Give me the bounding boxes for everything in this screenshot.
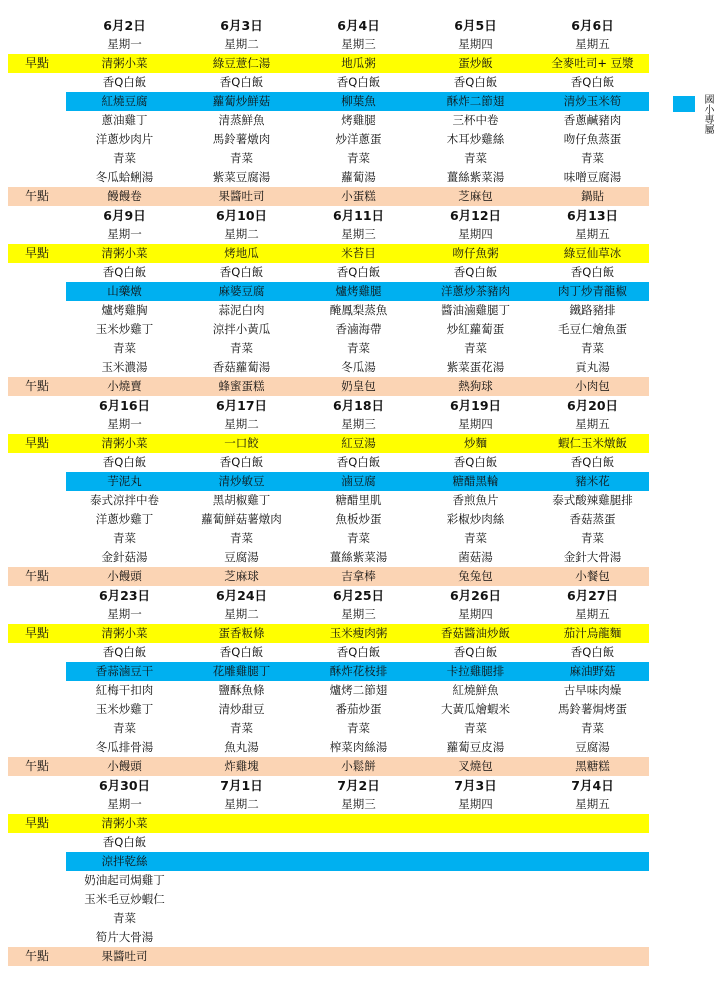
menu-cell: 玉米濃湯 (101, 360, 148, 374)
menu-cell: 貢丸湯 (575, 360, 610, 374)
menu-cell: 香Q白飯 (219, 645, 264, 659)
menu-cell: 6月5日 (454, 18, 497, 33)
menu-cell: 星期一 (107, 37, 142, 51)
menu-cell: 星期一 (107, 227, 142, 241)
side-color-swatch (673, 96, 695, 112)
menu-cell: 星期三 (341, 607, 376, 621)
menu-row (8, 776, 649, 795)
menu-row (8, 453, 649, 472)
menu-cell: 豬米花 (575, 474, 610, 488)
menu-cell: 清蒸鮮魚 (218, 113, 265, 127)
menu-cell: 香Q白飯 (336, 265, 381, 279)
menu-cell: 香Q白飯 (102, 835, 147, 849)
menu-cell: 酥炸二節翅 (446, 94, 505, 108)
menu-row (8, 263, 649, 282)
menu-cell: 星期四 (458, 607, 493, 621)
menu-row (8, 491, 649, 510)
menu-cell: 青菜 (230, 721, 253, 735)
menu-cell: 爐烤雞腿 (335, 284, 382, 298)
meal-label: 午點 (24, 189, 49, 203)
menu-cell: 筍片大骨湯 (95, 930, 154, 944)
meal-label: 午點 (24, 949, 49, 963)
menu-row (8, 206, 649, 225)
menu-cell: 星期三 (341, 227, 376, 241)
menu-cell: 香Q白飯 (336, 75, 381, 89)
menu-cell: 炒麵 (464, 436, 487, 450)
menu-cell: 香蔥鹹豬肉 (563, 113, 622, 127)
menu-cell: 香Q白飯 (570, 455, 615, 469)
menu-cell: 星期四 (458, 797, 493, 811)
menu-cell: 7月1日 (220, 778, 263, 793)
menu-row (8, 605, 649, 624)
menu-cell: 6月11日 (332, 208, 385, 223)
menu-cell: 肉丁炒青龍椒 (558, 284, 627, 298)
menu-cell: 6月26日 (449, 588, 502, 603)
menu-cell: 香Q白飯 (102, 265, 147, 279)
menu-cell: 蝦仁玉米燉飯 (558, 436, 627, 450)
menu-cell: 6月25日 (332, 588, 385, 603)
meal-label: 早點 (24, 816, 49, 830)
menu-cell: 香Q白飯 (102, 455, 147, 469)
menu-cell: 薑絲紫菜湯 (446, 170, 505, 184)
menu-cell: 滷豆腐 (341, 474, 376, 488)
menu-cell: 木耳炒雞絲 (446, 132, 505, 146)
menu-cell: 香菇蒸蛋 (569, 512, 616, 526)
menu-cell: 星期五 (575, 37, 610, 51)
menu-cell: 魚丸湯 (224, 740, 259, 754)
menu-row (8, 396, 649, 415)
menu-cell: 卡拉雞腿排 (446, 664, 505, 678)
menu-cell: 菌菇湯 (458, 550, 493, 564)
menu-cell: 馬鈴薯燉肉 (212, 132, 271, 146)
menu-cell: 魚板炒蛋 (335, 512, 382, 526)
menu-row (8, 852, 649, 871)
menu-cell: 7月3日 (454, 778, 497, 793)
menu-cell: 鐵路豬排 (569, 303, 616, 317)
menu-cell: 小蛋糕 (341, 189, 376, 203)
menu-cell: 6月9日 (103, 208, 146, 223)
menu-cell: 烤地瓜 (224, 246, 259, 260)
menu-row (8, 301, 649, 320)
menu-cell: 清粥小菜 (101, 246, 148, 260)
menu-row (8, 16, 649, 35)
menu-cell: 小餐包 (575, 569, 610, 583)
menu-cell: 爐烤二節翅 (329, 683, 388, 697)
menu-cell: 清粥小菜 (101, 436, 148, 450)
menu-row (8, 529, 649, 548)
menu-row (8, 586, 649, 605)
menu-cell: 6月3日 (220, 18, 263, 33)
menu-cell: 小燒賣 (107, 379, 142, 393)
menu-cell: 奶油起司焗雞丁 (84, 873, 165, 887)
menu-cell: 鍋貼 (581, 189, 604, 203)
menu-cell: 紅燒鮮魚 (452, 683, 499, 697)
menu-cell: 彩椒炒肉絲 (446, 512, 505, 526)
menu-cell: 青菜 (581, 151, 604, 165)
menu-row (8, 244, 649, 263)
menu-row (8, 567, 649, 586)
menu-cell: 星期四 (458, 417, 493, 431)
menu-cell: 香Q白飯 (570, 265, 615, 279)
menu-cell: 芋泥丸 (107, 474, 142, 488)
menu-cell: 星期二 (224, 37, 259, 51)
menu-cell: 黑胡椒雞丁 (212, 493, 271, 507)
menu-cell: 糖醋黑輪 (452, 474, 499, 488)
menu-cell: 青菜 (230, 531, 253, 545)
menu-cell: 香煎魚片 (452, 493, 499, 507)
menu-cell: 全麥吐司+ 豆漿 (551, 56, 634, 70)
menu-row (8, 624, 649, 643)
menu-row (8, 434, 649, 453)
menu-cell: 地瓜粥 (341, 56, 376, 70)
menu-cell: 青菜 (230, 341, 253, 355)
menu-row (8, 415, 649, 434)
menu-cell: 6月18日 (332, 398, 385, 413)
menu-cell: 紫菜蛋花湯 (446, 360, 505, 374)
menu-cell: 星期四 (458, 37, 493, 51)
menu-sheet (8, 16, 649, 966)
menu-cell: 冬瓜蛤蜊湯 (95, 170, 154, 184)
menu-cell: 果醬吐司 (101, 949, 148, 963)
menu-cell: 香Q白飯 (102, 645, 147, 659)
menu-cell: 香蒜滷豆干 (95, 664, 154, 678)
menu-cell: 星期二 (224, 417, 259, 431)
menu-row (8, 358, 649, 377)
menu-cell: 香Q白飯 (453, 455, 498, 469)
menu-cell: 蘿蔔炒鮮菇 (212, 94, 271, 108)
menu-row (8, 92, 649, 111)
meal-label: 早點 (24, 626, 49, 640)
menu-cell: 一口餃 (224, 436, 259, 450)
menu-cell: 叉燒包 (458, 759, 493, 773)
menu-cell: 烤雞腿 (341, 113, 376, 127)
menu-cell: 紅豆湯 (341, 436, 376, 450)
menu-cell: 柳葉魚 (341, 94, 376, 108)
menu-row (8, 757, 649, 776)
menu-row (8, 871, 649, 890)
menu-cell: 青菜 (464, 721, 487, 735)
side-note: 國小專屬 (702, 94, 713, 134)
menu-row (8, 833, 649, 852)
menu-cell: 香Q白飯 (453, 75, 498, 89)
menu-cell: 金針大骨湯 (563, 550, 622, 564)
menu-cell: 星期二 (224, 797, 259, 811)
menu-cell: 香Q白飯 (219, 265, 264, 279)
menu-cell: 星期一 (107, 797, 142, 811)
menu-cell: 青菜 (347, 531, 370, 545)
menu-cell: 吻仔魚粥 (452, 246, 499, 260)
menu-cell: 綠豆仙草冰 (563, 246, 622, 260)
menu-row (8, 681, 649, 700)
menu-cell: 香Q白飯 (453, 265, 498, 279)
menu-cell: 星期四 (458, 227, 493, 241)
menu-cell: 清炒玉米筍 (563, 94, 622, 108)
menu-cell: 涼拌乾絲 (101, 854, 148, 868)
menu-cell: 麻婆豆腐 (218, 284, 265, 298)
menu-row (8, 909, 649, 928)
menu-cell: 香菇蘿蔔湯 (212, 360, 271, 374)
menu-cell: 黑糖糕 (575, 759, 610, 773)
menu-row (8, 947, 649, 966)
menu-row (8, 719, 649, 738)
menu-cell: 青菜 (113, 341, 136, 355)
menu-row (8, 700, 649, 719)
menu-cell: 清炒甜豆 (218, 702, 265, 716)
menu-cell: 青菜 (347, 341, 370, 355)
menu-row (8, 168, 649, 187)
menu-cell: 清粥小菜 (101, 816, 148, 830)
menu-cell: 香Q白飯 (102, 75, 147, 89)
menu-cell: 蛋炒飯 (458, 56, 493, 70)
menu-row (8, 320, 649, 339)
menu-cell: 果醬吐司 (218, 189, 265, 203)
menu-cell: 青菜 (347, 721, 370, 735)
menu-row (8, 130, 649, 149)
menu-row (8, 510, 649, 529)
menu-cell: 毛豆仁燴魚蛋 (558, 322, 627, 336)
menu-cell: 青菜 (581, 341, 604, 355)
menu-row (8, 738, 649, 757)
menu-cell: 7月2日 (337, 778, 380, 793)
menu-cell: 清粥小菜 (101, 56, 148, 70)
menu-cell: 茄汁烏龍麵 (563, 626, 622, 640)
menu-cell: 洋蔥炒肉片 (95, 132, 154, 146)
menu-cell: 豆腐湯 (575, 740, 610, 754)
menu-cell: 玉米炒雞丁 (95, 702, 154, 716)
menu-cell: 麻油野菇 (569, 664, 616, 678)
menu-cell: 鹽酥魚條 (218, 683, 265, 697)
menu-cell: 香滷海帶 (335, 322, 382, 336)
meal-label: 午點 (24, 759, 49, 773)
menu-row (8, 643, 649, 662)
menu-cell: 6月12日 (449, 208, 502, 223)
menu-cell: 古早味肉燥 (563, 683, 622, 697)
menu-cell: 馬鈴薯焗烤蛋 (558, 702, 627, 716)
menu-cell: 熱狗球 (458, 379, 493, 393)
menu-cell: 6月13日 (566, 208, 619, 223)
menu-cell: 6月19日 (449, 398, 502, 413)
menu-row (8, 928, 649, 947)
menu-cell: 大黃瓜燴蝦米 (441, 702, 510, 716)
menu-cell: 青菜 (581, 531, 604, 545)
menu-cell: 7月4日 (571, 778, 614, 793)
menu-cell: 星期五 (575, 797, 610, 811)
menu-cell: 星期五 (575, 607, 610, 621)
menu-cell: 青菜 (581, 721, 604, 735)
menu-cell: 蔥油雞丁 (101, 113, 148, 127)
menu-cell: 泰式涼拌中卷 (90, 493, 159, 507)
menu-cell: 吉拿棒 (341, 569, 376, 583)
meal-label: 早點 (24, 436, 49, 450)
menu-cell: 6月6日 (571, 18, 614, 33)
menu-cell: 香Q白飯 (336, 645, 381, 659)
menu-cell: 山藥燉 (107, 284, 142, 298)
menu-cell: 蘿蔔鮮菇薯燉肉 (201, 512, 282, 526)
menu-cell: 香Q白飯 (219, 75, 264, 89)
menu-cell: 6月23日 (98, 588, 151, 603)
menu-cell: 蛋香粄條 (218, 626, 265, 640)
menu-cell: 香Q白飯 (570, 75, 615, 89)
menu-cell: 小鬆餅 (341, 759, 376, 773)
menu-cell: 芝麻包 (458, 189, 493, 203)
menu-cell: 6月17日 (215, 398, 268, 413)
menu-cell: 青菜 (230, 151, 253, 165)
menu-row (8, 662, 649, 681)
menu-row (8, 339, 649, 358)
menu-cell: 炒紅蘿蔔蛋 (446, 322, 505, 336)
menu-cell: 紫菜豆腐湯 (212, 170, 271, 184)
menu-row (8, 890, 649, 909)
menu-row (8, 35, 649, 54)
menu-cell: 香Q白飯 (570, 645, 615, 659)
menu-cell: 米苔目 (341, 246, 376, 260)
menu-row (8, 795, 649, 814)
menu-cell: 6月30日 (98, 778, 151, 793)
menu-cell: 紅梅干扣肉 (95, 683, 154, 697)
menu-cell: 青菜 (464, 341, 487, 355)
menu-cell: 6月27日 (566, 588, 619, 603)
meal-label: 早點 (24, 246, 49, 260)
menu-cell: 榨菜肉絲湯 (329, 740, 388, 754)
menu-cell: 花雕雞腿丁 (212, 664, 271, 678)
menu-row (8, 377, 649, 396)
menu-cell: 青菜 (464, 151, 487, 165)
meal-label: 午點 (24, 569, 49, 583)
menu-cell: 6月4日 (337, 18, 380, 33)
menu-cell: 紅燒豆腐 (101, 94, 148, 108)
menu-cell: 6月10日 (215, 208, 268, 223)
menu-cell: 香Q白飯 (219, 455, 264, 469)
menu-row (8, 73, 649, 92)
menu-cell: 芝麻球 (224, 569, 259, 583)
menu-cell: 青菜 (113, 151, 136, 165)
menu-cell: 豆腐湯 (224, 550, 259, 564)
menu-cell: 冬瓜排骨湯 (95, 740, 154, 754)
menu-cell: 蘿蔔湯 (341, 170, 376, 184)
menu-cell: 金針菇湯 (101, 550, 148, 564)
menu-cell: 冬瓜湯 (341, 360, 376, 374)
menu-cell: 青菜 (464, 531, 487, 545)
menu-cell: 吻仔魚蒸蛋 (563, 132, 622, 146)
menu-cell: 炒洋蔥蛋 (335, 132, 382, 146)
menu-cell: 星期三 (341, 37, 376, 51)
menu-cell: 奶皇包 (341, 379, 376, 393)
menu-cell: 6月2日 (103, 18, 146, 33)
menu-cell: 星期一 (107, 417, 142, 431)
menu-cell: 醬油滷雞腿丁 (441, 303, 510, 317)
menu-cell: 星期三 (341, 797, 376, 811)
menu-cell: 清粥小菜 (101, 626, 148, 640)
menu-cell: 6月16日 (98, 398, 151, 413)
menu-cell: 饅饅卷 (107, 189, 142, 203)
menu-cell: 綠豆薏仁湯 (212, 56, 271, 70)
menu-cell: 味噌豆腐湯 (563, 170, 622, 184)
menu-cell: 清炒敏豆 (218, 474, 265, 488)
menu-cell: 香Q白飯 (453, 645, 498, 659)
menu-cell: 小饅頭 (107, 569, 142, 583)
menu-cell: 星期三 (341, 417, 376, 431)
menu-cell: 6月20日 (566, 398, 619, 413)
menu-cell: 蜂蜜蛋糕 (218, 379, 265, 393)
menu-cell: 玉米瘦肉粥 (329, 626, 388, 640)
menu-cell: 青菜 (113, 721, 136, 735)
menu-cell: 爐烤雞胸 (101, 303, 148, 317)
menu-cell: 涼拌小黃瓜 (212, 322, 271, 336)
menu-cell: 酥炸花枝排 (329, 664, 388, 678)
menu-row (8, 548, 649, 567)
menu-cell: 番茄炒蛋 (335, 702, 382, 716)
menu-cell: 星期二 (224, 607, 259, 621)
menu-cell: 星期五 (575, 227, 610, 241)
menu-cell: 洋蔥炒茶豬肉 (441, 284, 510, 298)
menu-cell: 香Q白飯 (336, 455, 381, 469)
menu-cell: 玉米毛豆炒蝦仁 (84, 892, 165, 906)
menu-row (8, 111, 649, 130)
menu-cell: 泰式酸辣雞腿排 (552, 493, 633, 507)
menu-row (8, 225, 649, 244)
menu-cell: 青菜 (113, 911, 136, 925)
menu-cell: 6月24日 (215, 588, 268, 603)
menu-row (8, 282, 649, 301)
menu-cell: 蘿蔔豆皮湯 (446, 740, 505, 754)
menu-cell: 青菜 (113, 531, 136, 545)
menu-cell: 炸雞塊 (224, 759, 259, 773)
menu-cell: 醃鳳梨蒸魚 (329, 303, 388, 317)
menu-cell: 蒜泥白肉 (218, 303, 265, 317)
menu-cell: 星期二 (224, 227, 259, 241)
menu-row (8, 149, 649, 168)
meal-label: 早點 (24, 56, 49, 70)
menu-row (8, 814, 649, 833)
menu-cell: 小饅頭 (107, 759, 142, 773)
menu-cell: 薑絲紫菜湯 (329, 550, 388, 564)
menu-cell: 星期五 (575, 417, 610, 431)
menu-cell: 小肉包 (575, 379, 610, 393)
meal-label: 午點 (24, 379, 49, 393)
menu-row (8, 54, 649, 73)
menu-row (8, 187, 649, 206)
menu-cell: 三杯中卷 (452, 113, 499, 127)
menu-row (8, 472, 649, 491)
menu-cell: 洋蔥炒雞丁 (95, 512, 154, 526)
menu-cell: 星期一 (107, 607, 142, 621)
menu-cell: 糖醋里肌 (335, 493, 382, 507)
menu-cell: 玉米炒雞丁 (95, 322, 154, 336)
menu-cell: 香菇醬油炒飯 (441, 626, 510, 640)
menu-cell: 兔兔包 (458, 569, 493, 583)
menu-cell: 青菜 (347, 151, 370, 165)
